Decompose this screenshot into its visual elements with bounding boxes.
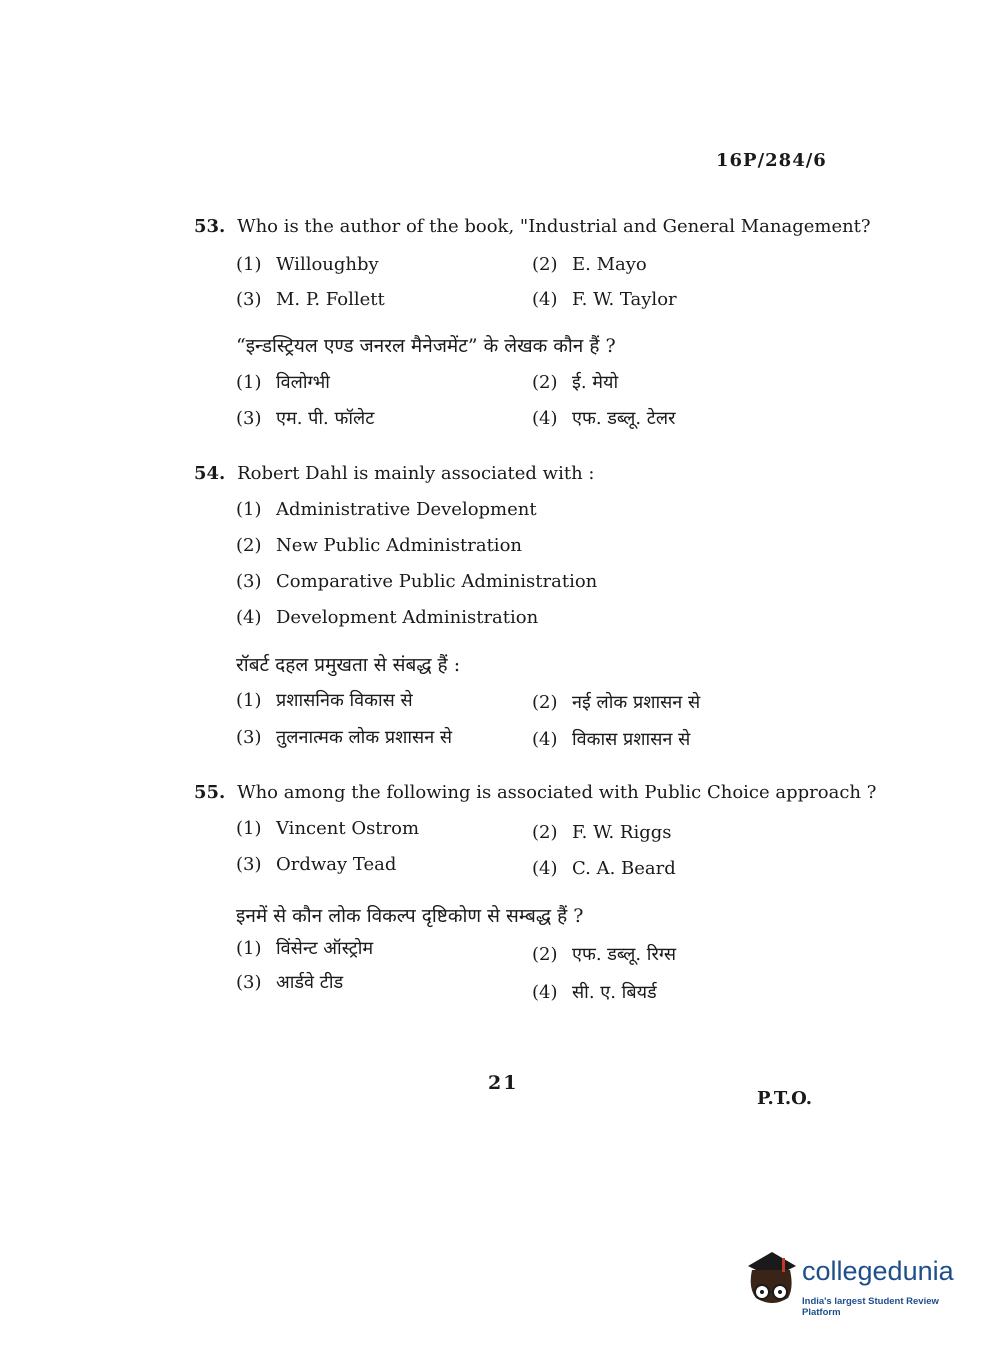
option-en: (4) F. W. Taylor [532, 289, 677, 310]
option-en: (4) C. A. Beard [532, 858, 676, 879]
option-en: (3) M. P. Follett [236, 289, 385, 310]
option-en: (2) F. W. Riggs [532, 822, 672, 843]
option-en: (1) Willoughby [236, 254, 379, 275]
option-en: (1) Administrative Development [236, 499, 537, 520]
question-55 [194, 782, 876, 803]
option-en: (2) E. Mayo [532, 254, 647, 275]
question-text-en: Who among the following is associated with Public Choice approach ? [237, 782, 877, 803]
logo-wordmark: collegedunia [802, 1256, 954, 1286]
option-en: (3) Ordway Tead [236, 854, 397, 875]
option-en: (3) Comparative Public Administration [236, 571, 598, 592]
question-text-hi: रॉबर्ट दहल प्रमुखता से संबद्ध हैं : [236, 654, 461, 676]
logo-tagline: India's largest Student Review Platform [802, 1296, 939, 1318]
question-text-en: Who is the author of the book, "Industrial and General Management? [237, 216, 871, 237]
option-hi: (3) तुलनात्मक लोक प्रशासन से [236, 727, 453, 748]
option-hi: (2) नई लोक प्रशासन से [532, 692, 701, 713]
collegedunia-logo [742, 1248, 972, 1318]
question-number: 54. [194, 463, 226, 484]
question-54 [194, 463, 594, 484]
question-number: 53. [194, 216, 226, 237]
option-hi: (4) विकास प्रशासन से [532, 729, 691, 750]
option-hi: (1) विंसेन्ट ऑस्ट्रोम [236, 938, 374, 959]
option-en: (4) Development Administration [236, 607, 539, 628]
question-number: 55. [194, 782, 226, 803]
option-en: (2) New Public Administration [236, 535, 522, 556]
paper-code: 16P/284/6 [716, 150, 827, 171]
question-text-en: Robert Dahl is mainly associated with : [237, 463, 595, 484]
mascot-icon [742, 1248, 800, 1314]
option-hi: (4) सी. ए. बियर्ड [532, 982, 657, 1003]
option-hi: (4) एफ. डब्लू. टेलर [532, 408, 676, 429]
pto-label: P.T.O. [757, 1088, 813, 1109]
option-hi: (3) एम. पी. फॉलेट [236, 408, 375, 429]
option-hi: (1) प्रशासनिक विकास से [236, 690, 413, 711]
option-hi: (1) विलोग्भी [236, 372, 330, 393]
question-53 [194, 216, 871, 237]
question-text-hi: इनमें से कौन लोक विकल्प दृष्टिकोण से सम्बद्ध हैं ? [236, 905, 584, 927]
page-number: 21 [488, 1072, 519, 1094]
question-text-hi: “इन्डस्ट्रियल एण्ड जनरल मैनेजमेंट” के लेखक कौन हैं ? [236, 335, 616, 357]
option-hi: (2) ई. मेयो [532, 372, 619, 393]
option-hi: (3) आर्डवे टीड [236, 972, 344, 993]
option-hi: (2) एफ. डब्लू. रिग्स [532, 944, 677, 965]
option-en: (1) Vincent Ostrom [236, 818, 420, 839]
